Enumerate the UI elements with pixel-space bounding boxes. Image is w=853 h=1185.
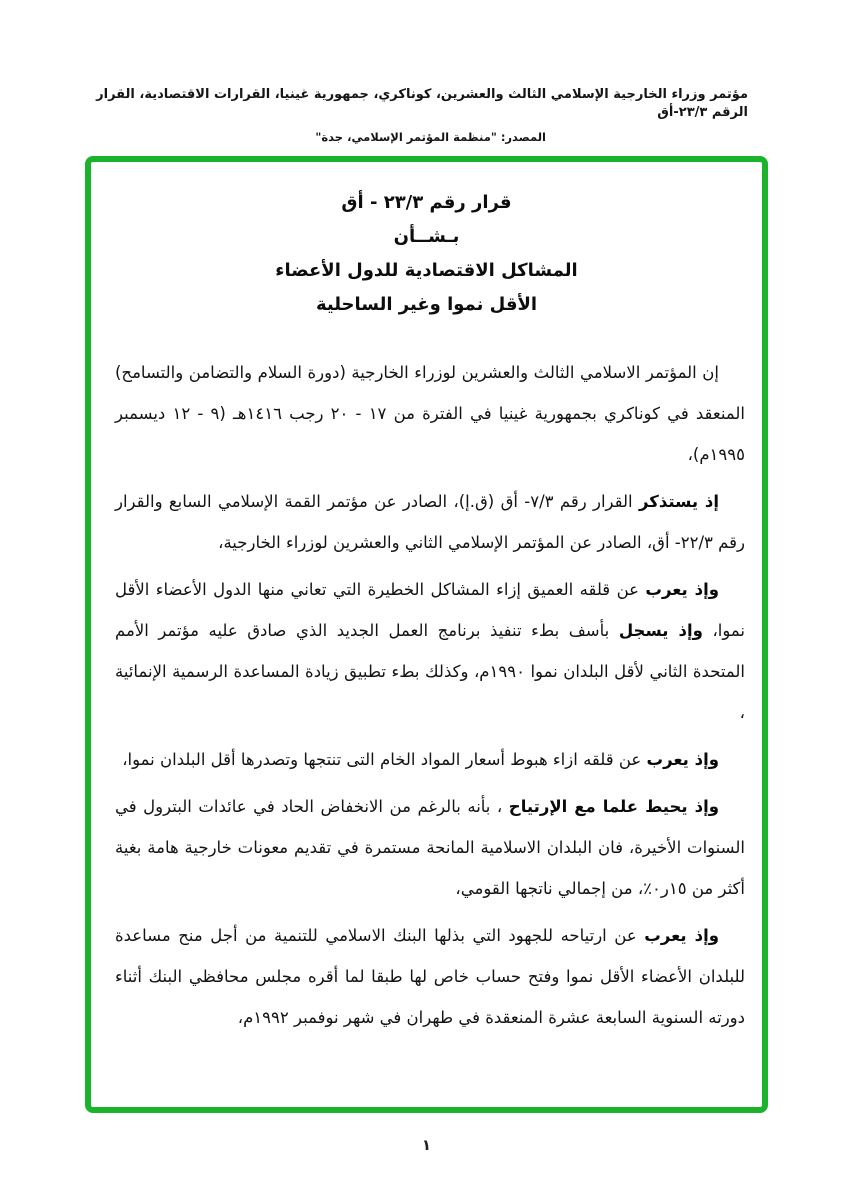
paragraph-text: عن قلقه ازاء هبوط أسعار المواد الخام التى تنتجها وتصدرها أقل البلدان نموا، bbox=[122, 750, 647, 769]
paragraph-text: إن المؤتمر الاسلامي الثالث والعشرين لوزراء الخارجية (دورة السلام والتضامن والتسامح) المنعقد في كوناكري بجمهورية غينيا في الفترة من ١٧ - ٢٠ رجب ١٤١٦هـ (٩ - ١٢ ديسمبر ١٩٩٥م)، bbox=[115, 363, 745, 464]
paragraph-text: بأسف بطء تنفيذ برنامج العمل الجديد الذي صادق عليه مؤتمر الأمم المتحدة الثاني لأقل البلدان نموا ١٩٩٠م، وكذلك بطء تطبيق زيادة المساعدة الرسمية الإنمائية ، bbox=[115, 621, 745, 722]
paragraph-text: عن ارتياحه للجهود التي بذلها البنك الاسلامي للتنمية من أجل منح مساعدة للبلدان الأعضاء الأقل نموا وفتح حساب خاص لها طبقا لما أقره مجلس محافظي البنك أثناء دورته السنوية السابعة عشرة المنعقدة في طهران في شهر نوفمبر ١٩٩٢م، bbox=[115, 926, 745, 1027]
title-regarding: بـشــأن bbox=[393, 226, 460, 247]
resolution-paragraph bbox=[115, 352, 745, 475]
title-subject-line2: الأقل نموا وغير الساحلية bbox=[315, 294, 538, 315]
title-subject-line1: المشاكل الاقتصادية للدول الأعضاء bbox=[275, 260, 578, 281]
paragraph-text: القرار رقم ٧/٣- أق (ق.إ)، الصادر عن مؤتمر القمة الإسلامي السابع والقرار رقم ٢٢/٣- أق، الصادر عن المؤتمر الإسلامي الثاني والعشرين لوزراء الخارجية، bbox=[115, 492, 745, 552]
paragraph-lead-phrase: وإذ يحيط علما مع الإرتياح bbox=[508, 797, 719, 816]
document-header bbox=[85, 86, 748, 144]
paragraph-lead-phrase: وإذ يعرب bbox=[646, 750, 719, 769]
paragraph-lead-phrase: إذ يستذكر bbox=[638, 492, 720, 511]
resolution-paragraph bbox=[115, 739, 745, 780]
resolution-body bbox=[91, 352, 762, 1038]
title-resolution-number: قرار رقم ٢٣/٣ - أق bbox=[341, 192, 512, 213]
resolution-paragraph bbox=[115, 786, 745, 909]
resolution-title bbox=[91, 186, 762, 322]
paragraph-text: ، بأنه بالرغم من الانخفاض الحاد في عائدات البترول في السنوات الأخيرة، فان البلدان الاسلامية المانحة مستمرة في تقديم معونات خارجية هامة بغية أكثر من bbox=[115, 797, 745, 898]
paragraph-text: ٪٠ر١٥ bbox=[643, 879, 687, 898]
resolution-paragraph bbox=[115, 569, 745, 733]
header-citation-line: مؤتمر وزراء الخارجية الإسلامي الثالث والعشرين، كوناكري، جمهورية غينيا، القرارات الاقتصادية، القرار الرقم ٢٣/٣-أق bbox=[96, 87, 748, 120]
paragraph-text: ، من إجمالي ناتجها القومي، bbox=[455, 879, 644, 898]
header-source-line: المصدر: "منظمة المؤتمر الإسلامي، جدة" bbox=[315, 130, 546, 144]
resolution-frame bbox=[85, 156, 768, 1113]
resolution-paragraph bbox=[115, 481, 745, 563]
paragraph-text: عن قلقه العميق إزاء المشاكل الخطيرة التي تعاني منها الدول الأعضاء الأقل نموا، bbox=[115, 580, 746, 640]
paragraph-lead-phrase: وإذ يعرب bbox=[644, 926, 719, 945]
resolution-paragraph bbox=[115, 915, 745, 1038]
paragraph-lead-phrase: وإذ يسجل bbox=[618, 621, 703, 640]
page-number: ١ bbox=[421, 1136, 432, 1154]
paragraph-lead-phrase: وإذ يعرب bbox=[645, 580, 719, 599]
